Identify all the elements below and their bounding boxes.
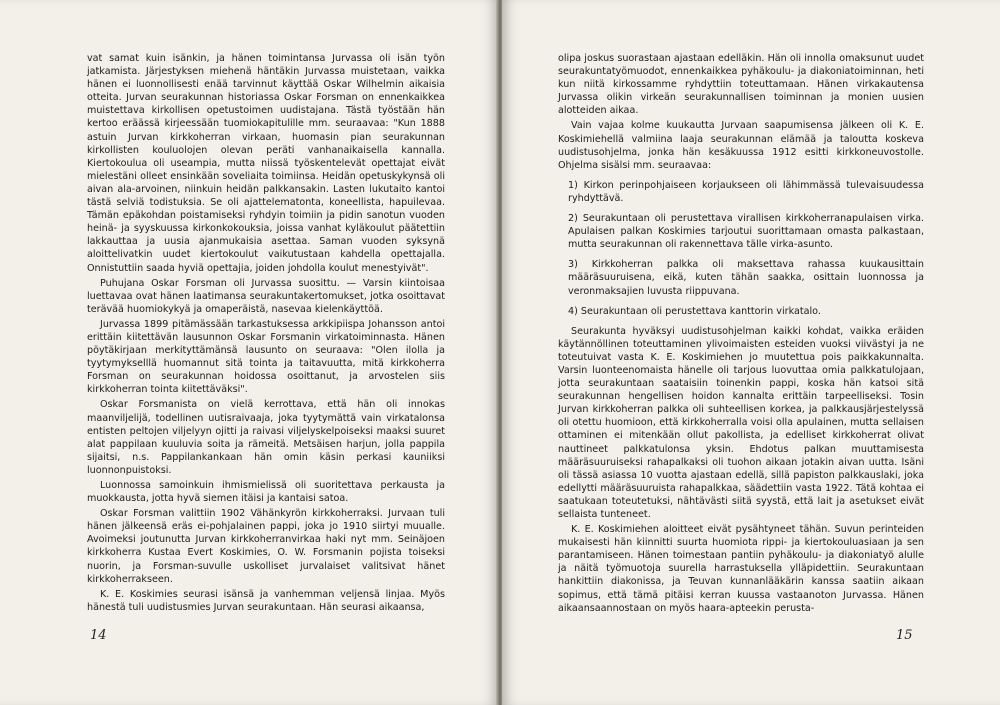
paragraph: K. E. Koskimies seurasi isänsä ja vanhemman veljensä linjaa. Myös hänestä tuli uudistusmies Jurvan seurakuntaan. Hän seurasi aikaansa, <box>87 588 445 613</box>
right-page-text <box>558 52 924 617</box>
paragraph: vat samat kuin isänkin, ja hänen toimintansa Jurvassa oli isän työn jatkamista. Järjestyksen miehenä häntäkin Jurvassa muistetaan, vaikka hänen ei luonnollisesti enää tarvinnut käyttää Oskar Wilhelmin aikaisia otteita. Jurvan seurakunnan historiassa Oskar Forsman on ennenkaikkea muistettava kirkollisen opetustoimen uudistajana. Tästä työstään hän kertoo eräässä kirjeessään tuomiokapitulille mm. seuraavaa: "Kun 1888 astuin Jurvan kirkkoherran virkaan, huomasin pian seurakunnan kirkollisten kouluolojen olevan peräti vanhanaikaisella kannalla. Kiertokoulua oli useampia, mutta niissä työskentelevät opettajat eivät mielestäni olleet ensinkään soveliaita toimiinsa. Heidän opetuskykynsä oli aivan ala-arvoinen, niinkuin heidän palkkansakin. Lasten lukutaito kantoi tästä selviä todistuksia. Se oli ajattelematonta, koneellista, hapuilevaa. Tämän epäkohdan poistamiseksi ryhdyin toimiin ja pidin sanotun vuoden heinä- ja syyskuussa kirkonkokouksia, joissa vanhat kyläkoulut päätettiin lakkauttaa ja uusia ajanmukaisia asettaa. Saman vuoden syksynä aloittelivatkin uudet kiertokoulut vaikutustaan kahdella opettajalla. Onnistuttiin saada hyviä opettajia, joiden johdolla koulut menestyivät". <box>87 53 445 274</box>
paragraph: Vain vajaa kolme kuukautta Jurvaan saapumisensa jälkeen oli K. E. Koskimiehellä valmiina laaja seurakunnan elämää ja taloutta koskeva uudistusohjelma, jonka hän kesäkuussa 1912 esitti kirkkoneuvostolle. Ohjelma sisälsi mm. seuraavaa: <box>558 120 924 171</box>
paragraph: Seurakunta hyväksyi uudistusohjelman kaikki kohdat, vaikka eräiden käytännöllinen toteuttaminen ylivoimaisten esteiden vuoksi viivästyi ja ne toteutuivat vasta K. E. Koskimiehen jo muutettua pois paikkakunnalta. Varsin luonteenomaista hänelle oli tarjous luovuttaa omia palkkatulojaan, jotta seurakuntaan saataisiin toinenkin pappi, koska hän katsoi sitä seurakunnan hengellisen hoidon kannalta erittäin tarpeelliseksi. Tosin Jurvan kirkkoherran palkka oli suhteellisen korkea, ja palkkausjärjestelyssä oli otettu huomioon, että kirkkoherralla voisi olla apulainen, mutta sellaisen ottaminen ei mitenkään ollut pakollista, ja edelliset kirkkoherrat olivat nauttineet palkkatulonsa yksin. Ehdotus palkan muuttamisesta määräsuuruiseksi rahapalkaksi oli tuohon aikaan jotakin aivan uutta. Isäni oli tässä asiassa 10 vuotta ajastaan edellä, sillä papiston palkkauslaki, joka edellytti määräsuuruista rahapalkkaa, säädettiin vasta 1922. Tätä kohtaa ei saatukaan toteutetuksi, nähtävästi siitä syystä, että lait ja asetukset eivät sellaista tunteneet. <box>558 325 924 520</box>
page-number-right: 15 <box>896 628 913 643</box>
page-number-left: 14 <box>90 628 107 643</box>
program-item: 3) Kirkkoherran palkka oli maksettava rahassa kuukausittain määräsuuruisena, eikä, kuten tähän saakka, osittain luonnossa ja veronmaksajien luvusta riippuvana. <box>568 259 924 297</box>
program-item: 4) Seurakuntaan oli perustettava kanttorin virkatalo. <box>568 305 821 317</box>
paragraph: Puhujana Oskar Forsman oli Jurvassa suosittu. — Varsin kiintoisaa luettavaa ovat hänen laatimansa seurakuntakertomukset, jotka osoittavat terävää huomiokykyä ja omaperäistä, nasevaa kielenkäyttöä. <box>87 277 445 315</box>
paragraph: K. E. Koskimiehen aloitteet eivät pysähtyneet tähän. Suvun perinteiden mukaisesti hän kiinnitti suurta huomiota rippi- ja kiertokouluasiaan ja sen parantamiseen. Hänen toimestaan pantiin pyhäkoulu- ja diakoniatyö alulle ja näitä työmuotoja suurella harrastuksella ylläpidettiin. Seurakuntaan hankittiin diakonissa, ja Teuvan kunnanlääkärin kanssa saatiin aikaan sopimus, että tämä pitäisi kerran kuussa vastaanoton Jurvassa. Hänen aikaansaannostaan on myös haara-apteekin perusta- <box>558 524 924 614</box>
right-page <box>502 0 1000 705</box>
program-list <box>558 179 924 318</box>
paragraph: olipa joskus suorastaan ajastaan edelläkin. Hän oli innolla omaksunut uudet seurakuntatyömuodot, ennenkaikkea pyhäkoulu- ja diakoniatoiminnan, heti kun niitä kirkossamme ryhdyttiin toteuttamaan. Hänen virkakautensa Jurvassa olikin virkeän seurakunnallisen toiminnan ja monien uusien alotteiden aikaa. <box>558 53 924 117</box>
paragraph: Luonnossa samoinkuin ihmismielissä oli suoritettava perkausta ja muokkausta, jotta hyvä siemen itäisi ja kantaisi satoa. <box>87 480 445 505</box>
paragraph: Oskar Forsmanista on vielä kerrottava, että hän oli innokas maanviljelijä, todellinen uutisraivaaja, joka tyytymättä vain virkatalonsa entisten peltojen viljelyyn ojitti ja raivasi viljelyskelpoiseksi maaksi suuret alat pappilaan kuuluvia soita ja rämeitä. Metsäisen harjun, jolla pappila sijaitsi, n.s. Pappilankankaan hän omin käsin perkasi kauniiksi luonnonpuistoksi. <box>87 399 445 476</box>
left-page-text <box>87 52 445 616</box>
program-item: 1) Kirkon perinpohjaiseen korjaukseen oli lähimmässä tulevaisuudessa ryhdyttävä. <box>568 179 924 204</box>
program-item: 2) Seurakuntaan oli perustettava virallisen kirkkoherranapulaisen virka. Apulaisen palkan Koskimies tarjoutui suorittamaan omasta palkastaan, mutta seurakunnan oli rakennettava tälle virka-asunto. <box>568 213 924 251</box>
paragraph: Oskar Forsman valittiin 1902 Vähänkyrön kirkkoherraksi. Jurvaan tuli hänen jälkeensä eräs ei-pohjalainen pappi, joka jo 1910 siirtyi muualle. Avoimeksi joutunutta Jurvan kirkkoherranvirkaa haki nyt mm. Seinäjoen kirkkoherra Kustaa Evert Koskimies, O. W. Forsmanin pojista toiseksi nuorin, ja Forsman-suvulle uskolliset jurvalaiset valitsivat hänet kirkkoherrakseen. <box>87 508 445 585</box>
left-page <box>0 0 498 705</box>
paragraph: Jurvassa 1899 pitämässään tarkastuksessa arkkipiispa Johansson antoi erittäin kiitettävän lausunnon Oskar Forsmanin virkatoiminnasta. Hänen pöytäkirjaan merkityttämänsä lausunto on seuraava: "Olen ilolla ja tyytymykselllä huomannut sitä tointa ja taitavuutta, mitä kirkkoherra Forsman on seurakunnan hoidossa osoittanut, ja arvostelen siis kirkkoherran tointa kiitettäväksi". <box>87 318 445 396</box>
